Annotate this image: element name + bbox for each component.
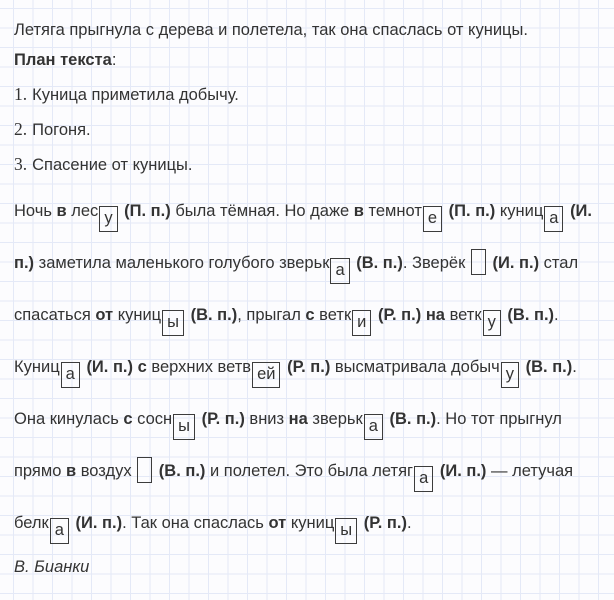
bold-text: с (305, 306, 315, 324)
plain-text: была тёмная. Но даже (170, 202, 354, 220)
bold-text: от (268, 514, 287, 532)
plain-text: темнот (363, 202, 422, 220)
plain-text: куниц (495, 202, 544, 220)
bold-text: от (95, 306, 114, 324)
bold-text: с (123, 410, 133, 428)
empty-ending-box (471, 249, 486, 275)
bold-text: на (425, 306, 445, 324)
plan-item-2 (14, 115, 614, 144)
bold-text: (Р. п.) (377, 306, 422, 324)
case-ending-box: а (414, 466, 433, 492)
case-ending-box: у (501, 362, 519, 388)
plan-item-1 (14, 80, 614, 109)
bold-text: п.) (14, 254, 35, 272)
bold-text: в (65, 462, 77, 480)
plain-text: . Зверёк (402, 254, 470, 272)
text-line (14, 393, 614, 445)
case-ending-box: ей (252, 362, 280, 388)
case-ending-box: а (61, 362, 80, 388)
plain-text: куниц (286, 514, 335, 532)
bold-text: (В. п.) (389, 410, 437, 428)
text-line (14, 185, 614, 237)
bold-text: (В. п.) (507, 306, 555, 324)
intro-sentence: Летяга прыгнула с дерева и полетела, так она спаслась от куницы. (14, 21, 528, 39)
bold-text: (П. п.) (124, 202, 171, 220)
bold-text: (Р. п.) (201, 410, 245, 428)
bold-text: (И. п.) (75, 514, 123, 532)
case-ending-box: а (50, 518, 69, 544)
case-ending-box: у (483, 310, 501, 336)
plan-item-number: 2. (14, 119, 28, 139)
plain-text: сосн (132, 410, 173, 428)
bold-text: (В. п.) (356, 254, 403, 272)
case-ending-box: а (330, 258, 349, 284)
plain-text: высматривала добыч (330, 358, 500, 376)
plain-text: прямо (14, 462, 66, 480)
case-ending-box: а (364, 414, 383, 440)
case-ending-box: е (423, 206, 442, 232)
plain-text: Она кинулась (14, 410, 124, 428)
plain-text: . Так она спаслась (122, 514, 269, 532)
plain-text: белк (14, 514, 49, 532)
plain-text: , прыгал (237, 306, 306, 324)
text-line (14, 237, 614, 289)
bold-text: на (288, 410, 308, 428)
plain-text: стал (539, 254, 579, 272)
plain-text: ветк (314, 306, 352, 324)
case-ending-box: а (544, 206, 563, 232)
plan-title (14, 46, 614, 74)
plan-title-colon: : (111, 51, 117, 69)
plain-text: заметила маленького голубого зверьк (34, 254, 330, 272)
plain-text: . (554, 306, 559, 324)
plan-item-number: 1. (14, 84, 28, 104)
bold-text: с (137, 358, 147, 376)
plain-text: воздух (76, 462, 137, 480)
plain-text: верхних ветв (146, 358, 252, 376)
plain-text: Ночь (14, 202, 57, 220)
bold-text: (Р. п.) (287, 358, 331, 376)
plain-text: и полетел. Это была летяг (205, 462, 414, 480)
bold-text: (И. (570, 202, 593, 220)
bold-text: (В. п.) (190, 306, 238, 324)
plain-text: Куниц (14, 358, 60, 376)
plain-text: куниц (113, 306, 162, 324)
plain-text: ветк (444, 306, 482, 324)
plain-text: . (406, 514, 412, 532)
bold-text: (Р. п.) (363, 514, 407, 532)
text-line (14, 445, 614, 497)
plan-item-text: Куница приметила добычу. (32, 86, 239, 104)
case-ending-box: ы (335, 518, 357, 544)
bold-text: (И. п.) (492, 254, 540, 272)
case-ending-box: ы (162, 310, 184, 336)
plain-text: зверьк (307, 410, 363, 428)
bold-text: в (56, 202, 67, 220)
text-line (14, 341, 614, 393)
bold-text: (П. п.) (448, 202, 496, 220)
bold-text: (И. п.) (86, 358, 134, 376)
plain-text: — летучая (486, 462, 574, 480)
empty-ending-box (137, 457, 152, 483)
plan-title-text: План текста (14, 51, 112, 69)
case-ending-box: у (99, 206, 117, 232)
bold-text: (И. п.) (439, 462, 487, 480)
bold-text: (В. п.) (525, 358, 573, 376)
plan-item-3 (14, 150, 614, 179)
bold-text: в (353, 202, 364, 220)
annotated-paragraph (14, 185, 614, 549)
text-line (14, 289, 614, 341)
bold-text: (В. п.) (158, 462, 206, 480)
case-ending-box: ы (173, 414, 195, 440)
plan-item-text: Спасение от куницы. (32, 156, 193, 174)
plain-text: . Но тот прыгнул (436, 410, 562, 428)
plan-item-number: 3. (14, 154, 28, 174)
author-signature: В. Бианки (14, 558, 90, 576)
plain-text: . (572, 358, 577, 376)
plan-item-text: Погоня. (32, 121, 91, 139)
plain-text: вниз (244, 410, 289, 428)
text-line (14, 497, 614, 549)
plain-text: спасаться (14, 306, 96, 324)
plain-text: лес (66, 202, 99, 220)
case-ending-box: и (352, 310, 371, 336)
